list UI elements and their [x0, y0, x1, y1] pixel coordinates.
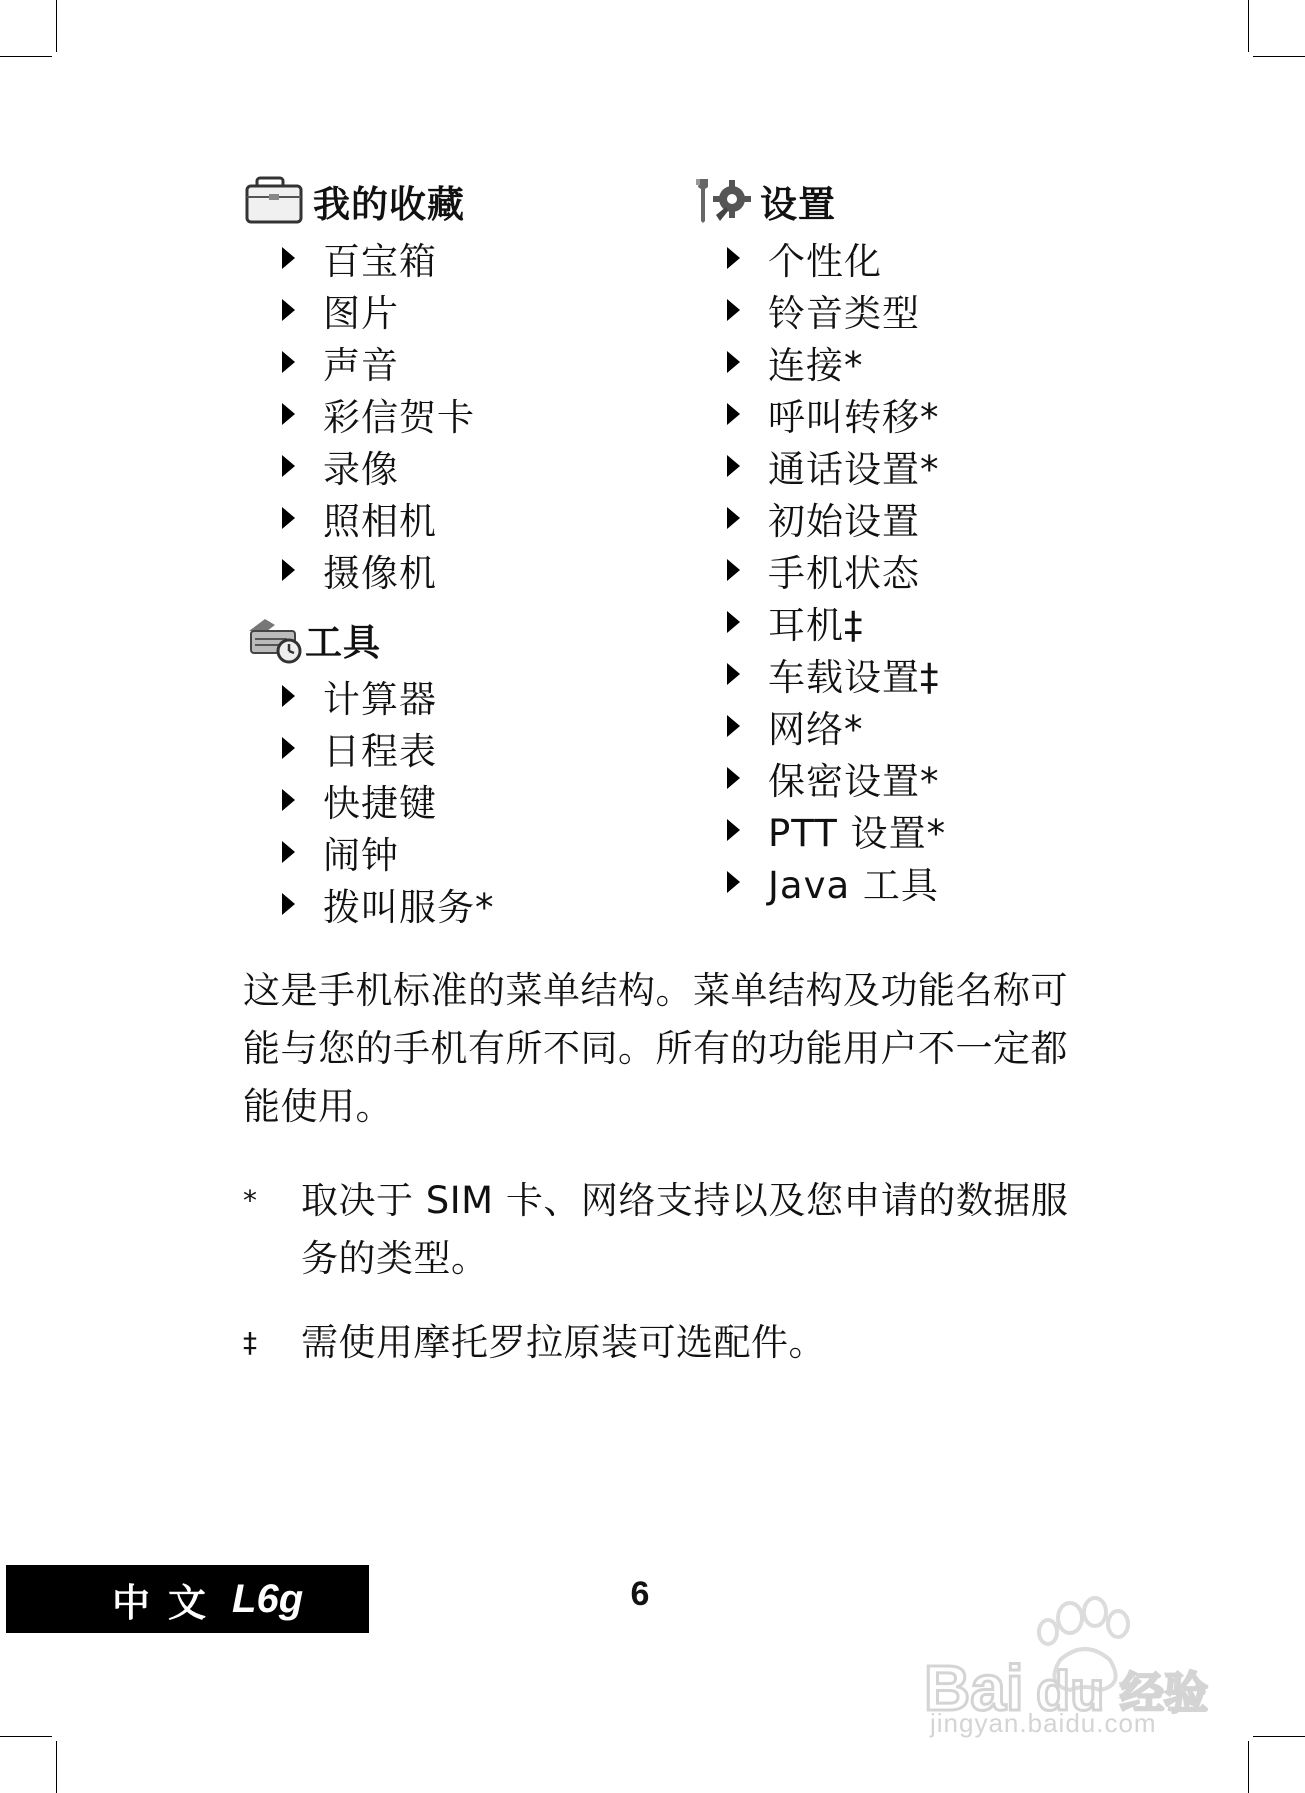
triangle-bullet-icon — [282, 299, 295, 321]
wrench-gear-icon — [692, 175, 752, 227]
menu-item[interactable]: 录像 — [245, 440, 665, 492]
menu-item[interactable]: Java 工具 — [692, 856, 1162, 908]
footnote-symbol: ‡ — [243, 1326, 257, 1359]
section-settings-header — [692, 170, 1162, 232]
footnote-text: 取决于 SIM 卡、网络支持以及您申请的数据服务的类型。 — [301, 1179, 1069, 1280]
crop-mark — [0, 56, 52, 57]
triangle-bullet-icon — [727, 455, 740, 477]
triangle-bullet-icon — [282, 841, 295, 863]
triangle-bullet-icon — [282, 351, 295, 373]
triangle-bullet-icon — [282, 455, 295, 477]
footnote-text: 需使用摩托罗拉原装可选配件。 — [301, 1321, 826, 1364]
triangle-bullet-icon — [727, 767, 740, 789]
menu-item[interactable]: 网络* — [692, 700, 1162, 752]
triangle-bullet-icon — [282, 247, 295, 269]
svg-text:du: du — [1036, 1659, 1105, 1722]
svg-text:经验: 经验 — [1120, 1668, 1208, 1719]
menu-item[interactable]: 个性化 — [692, 232, 1162, 284]
settings-menu — [692, 232, 1162, 908]
triangle-bullet-icon — [727, 507, 740, 529]
triangle-bullet-icon — [727, 403, 740, 425]
section-favorites-title: 我的收藏 — [313, 183, 465, 226]
footnote-asterisk — [243, 1172, 1093, 1288]
menu-item[interactable]: 计算器 — [245, 670, 665, 722]
triangle-bullet-icon — [727, 559, 740, 581]
description-paragraph: 这是手机标准的菜单结构。菜单结构及功能名称可能与您的手机有所不同。所有的功能用户不一定都能使用。 — [243, 969, 1068, 1128]
menu-item[interactable]: 快捷键 — [245, 774, 665, 826]
triangle-bullet-icon — [282, 737, 295, 759]
menu-item[interactable]: 车载设置‡ — [692, 648, 1162, 700]
menu-item[interactable]: 初始设置 — [692, 492, 1162, 544]
watermark-url: jingyan.baidu.com — [930, 1708, 1157, 1738]
menu-item[interactable]: PTT 设置* — [692, 804, 1162, 856]
menu-item[interactable]: 通话设置* — [692, 440, 1162, 492]
triangle-bullet-icon — [727, 663, 740, 685]
triangle-bullet-icon — [282, 403, 295, 425]
crop-mark — [1248, 1741, 1249, 1793]
crop-mark — [1253, 56, 1305, 57]
footer-language: 中文 — [112, 1580, 225, 1625]
menu-item[interactable]: 连接* — [692, 336, 1162, 388]
section-settings-title: 设置 — [760, 183, 836, 226]
menu-item[interactable]: 拨叫服务* — [245, 878, 665, 930]
menu-item[interactable]: 保密设置* — [692, 752, 1162, 804]
triangle-bullet-icon — [282, 507, 295, 529]
triangle-bullet-icon — [727, 819, 740, 841]
watermark-brand-text: Bai — [924, 1652, 1024, 1724]
left-column — [245, 170, 665, 930]
triangle-bullet-icon — [727, 351, 740, 373]
triangle-bullet-icon — [727, 715, 740, 737]
triangle-bullet-icon — [282, 559, 295, 581]
menu-item[interactable]: 图片 — [245, 284, 665, 336]
triangle-bullet-icon — [282, 789, 295, 811]
triangle-bullet-icon — [727, 247, 740, 269]
right-column — [692, 170, 1162, 908]
crop-mark — [1253, 1736, 1305, 1737]
footer-model: L6g — [232, 1576, 304, 1621]
crop-mark — [56, 1741, 57, 1793]
menu-item[interactable]: 铃音类型 — [692, 284, 1162, 336]
triangle-bullet-icon — [282, 893, 295, 915]
menu-item[interactable]: 彩信贺卡 — [245, 388, 665, 440]
crop-mark — [56, 0, 57, 52]
menu-item[interactable]: 日程表 — [245, 722, 665, 774]
menu-item[interactable]: 闹钟 — [245, 826, 665, 878]
footnote-symbol: * — [243, 1184, 257, 1217]
footer-language-bar — [6, 1565, 369, 1633]
triangle-bullet-icon — [282, 685, 295, 707]
menu-item[interactable]: 呼叫转移* — [692, 388, 1162, 440]
footnote-dagger — [243, 1314, 1093, 1372]
tools-clock-icon — [245, 613, 305, 665]
triangle-bullet-icon — [727, 299, 740, 321]
crop-mark — [1248, 0, 1249, 52]
crop-mark — [0, 1736, 52, 1737]
section-tools-header — [245, 608, 665, 670]
menu-item[interactable]: 百宝箱 — [245, 232, 665, 284]
favorites-menu — [245, 232, 665, 596]
briefcase-icon — [245, 175, 305, 227]
menu-item[interactable]: 声音 — [245, 336, 665, 388]
menu-item[interactable]: 耳机‡ — [692, 596, 1162, 648]
triangle-bullet-icon — [727, 611, 740, 633]
page-number: 6 — [630, 1575, 650, 1613]
section-tools-title: 工具 — [305, 621, 381, 664]
menu-item[interactable]: 摄像机 — [245, 544, 665, 596]
tools-menu — [245, 670, 665, 930]
menu-item[interactable]: 手机状态 — [692, 544, 1162, 596]
menu-item[interactable]: 照相机 — [245, 492, 665, 544]
section-favorites-header — [245, 170, 665, 232]
triangle-bullet-icon — [727, 871, 740, 893]
